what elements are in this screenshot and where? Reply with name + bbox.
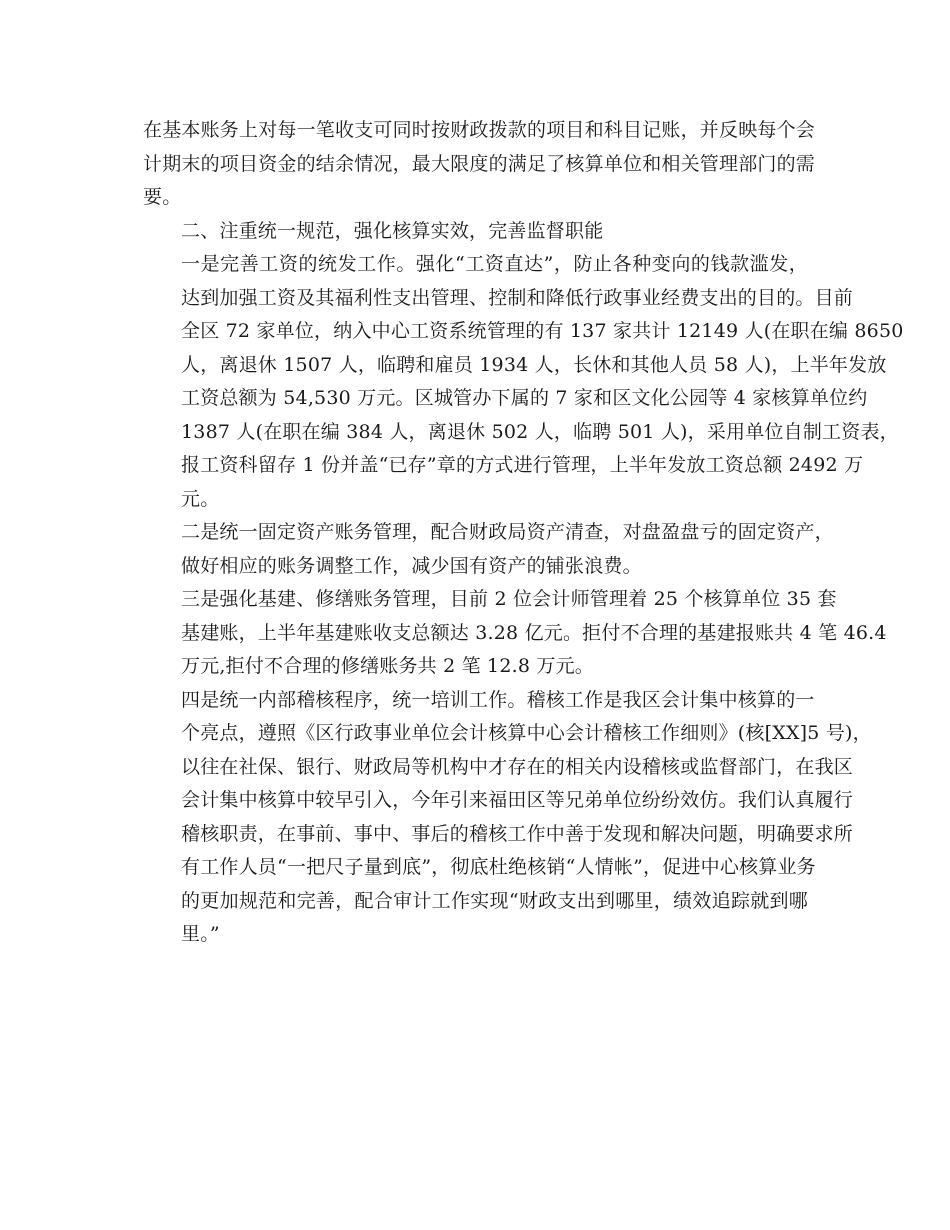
paragraph-p1 xyxy=(143,114,816,215)
text-line: 全区 72 家单位，纳入中心工资系统管理的有 137 家共计 12149 人(在职在编 8650 xyxy=(181,320,904,342)
text-line: 稽核职责，在事前、事中、事后的稽核工作中善于发现和解决问题，明确要求所 xyxy=(181,822,854,845)
text-line: 做好相应的账务调整工作，减少国有资产的铺张浪费。 xyxy=(181,554,642,577)
text-line: 要。 xyxy=(143,186,182,208)
text-line: 人，离退休 1507 人，临聘和雇员 1934 人，长休和其他人员 58 人)，上半年发放 xyxy=(181,353,887,376)
text-line: 二是统一固定资产账务管理，配合财政局资产清查，对盘盈盘亏的固定资产， xyxy=(181,521,834,543)
text-line: 里。” xyxy=(181,923,220,945)
text-line: 二、注重统一规范，强化核算实效，完善监督职能 xyxy=(181,219,604,242)
text-line: 以往在社保、银行、财政局等机构中才存在的相关内设稽核或监督部门，在我区 xyxy=(181,755,854,778)
paragraph-p5 xyxy=(143,583,887,684)
paragraph-p2 xyxy=(143,215,808,249)
text-line: 会计集中核算中较早引入，今年引来福田区等兄弟单位纷纷效仿。我们认真履行 xyxy=(181,789,854,811)
text-line: 基建账，上半年基建账收支总额达 3.28 亿元。拒付不合理的基建报账共 4 笔 46.4 xyxy=(181,621,887,644)
text-line: 有工作人员“一把尺子量到底”，彻底杜绝核销“人情帐”，促进中心核算业务 xyxy=(181,856,816,878)
text-line: 计期末的项目资金的结余情况，最大限度的满足了核算单位和相关管理部门的需 xyxy=(143,152,816,175)
text-line: 四是统一内部稽核程序，统一培训工作。稽核工作是我区会计集中核算的一 xyxy=(181,688,815,711)
text-line: 一是完善工资的统发工作。强化“工资直达”，防止各种变向的钱款滥发， xyxy=(181,253,808,275)
paragraph-p4 xyxy=(143,516,834,583)
text-line: 在基本账务上对每一笔收支可同时按财政拨款的项目和科目记账，并反映每个会 xyxy=(143,119,816,141)
text-line: 三是强化基建、修缮账务管理，目前 2 位会计师管理着 25 个核算单位 35 套 xyxy=(181,588,837,610)
text-line: 的更加规范和完善，配合审计工作实现“财政支出到哪里，绩效追踪就到哪 xyxy=(181,889,808,912)
text-line: 1387 人(在职在编 384 人，离退休 502 人，临聘 501 人)，采用单位自制工资表， xyxy=(181,420,899,443)
text-line: 元。 xyxy=(181,487,220,510)
text-line: 达到加强工资及其福利性支出管理、控制和降低行政事业经费支出的目的。目前 xyxy=(181,286,854,309)
document-body xyxy=(143,114,904,952)
text-line: 个亮点，遵照《区行政事业单位会计核算中心会计稽核工作细则》(核[XX]5 号)， xyxy=(181,722,872,744)
text-line: 报工资科留存 1 份并盖“已存”章的方式进行管理，上半年发放工资总额 2492 万 xyxy=(181,454,864,476)
paragraph-p3 xyxy=(143,248,904,516)
text-line: 工资总额为 54,530 万元。区城管办下属的 7 家和区文化公园等 4 家核算单位约 xyxy=(181,387,868,409)
text-line: 万元,拒付不合理的修缮账务共 2 笔 12.8 万元。 xyxy=(181,655,594,677)
paragraph-p6 xyxy=(143,684,872,952)
